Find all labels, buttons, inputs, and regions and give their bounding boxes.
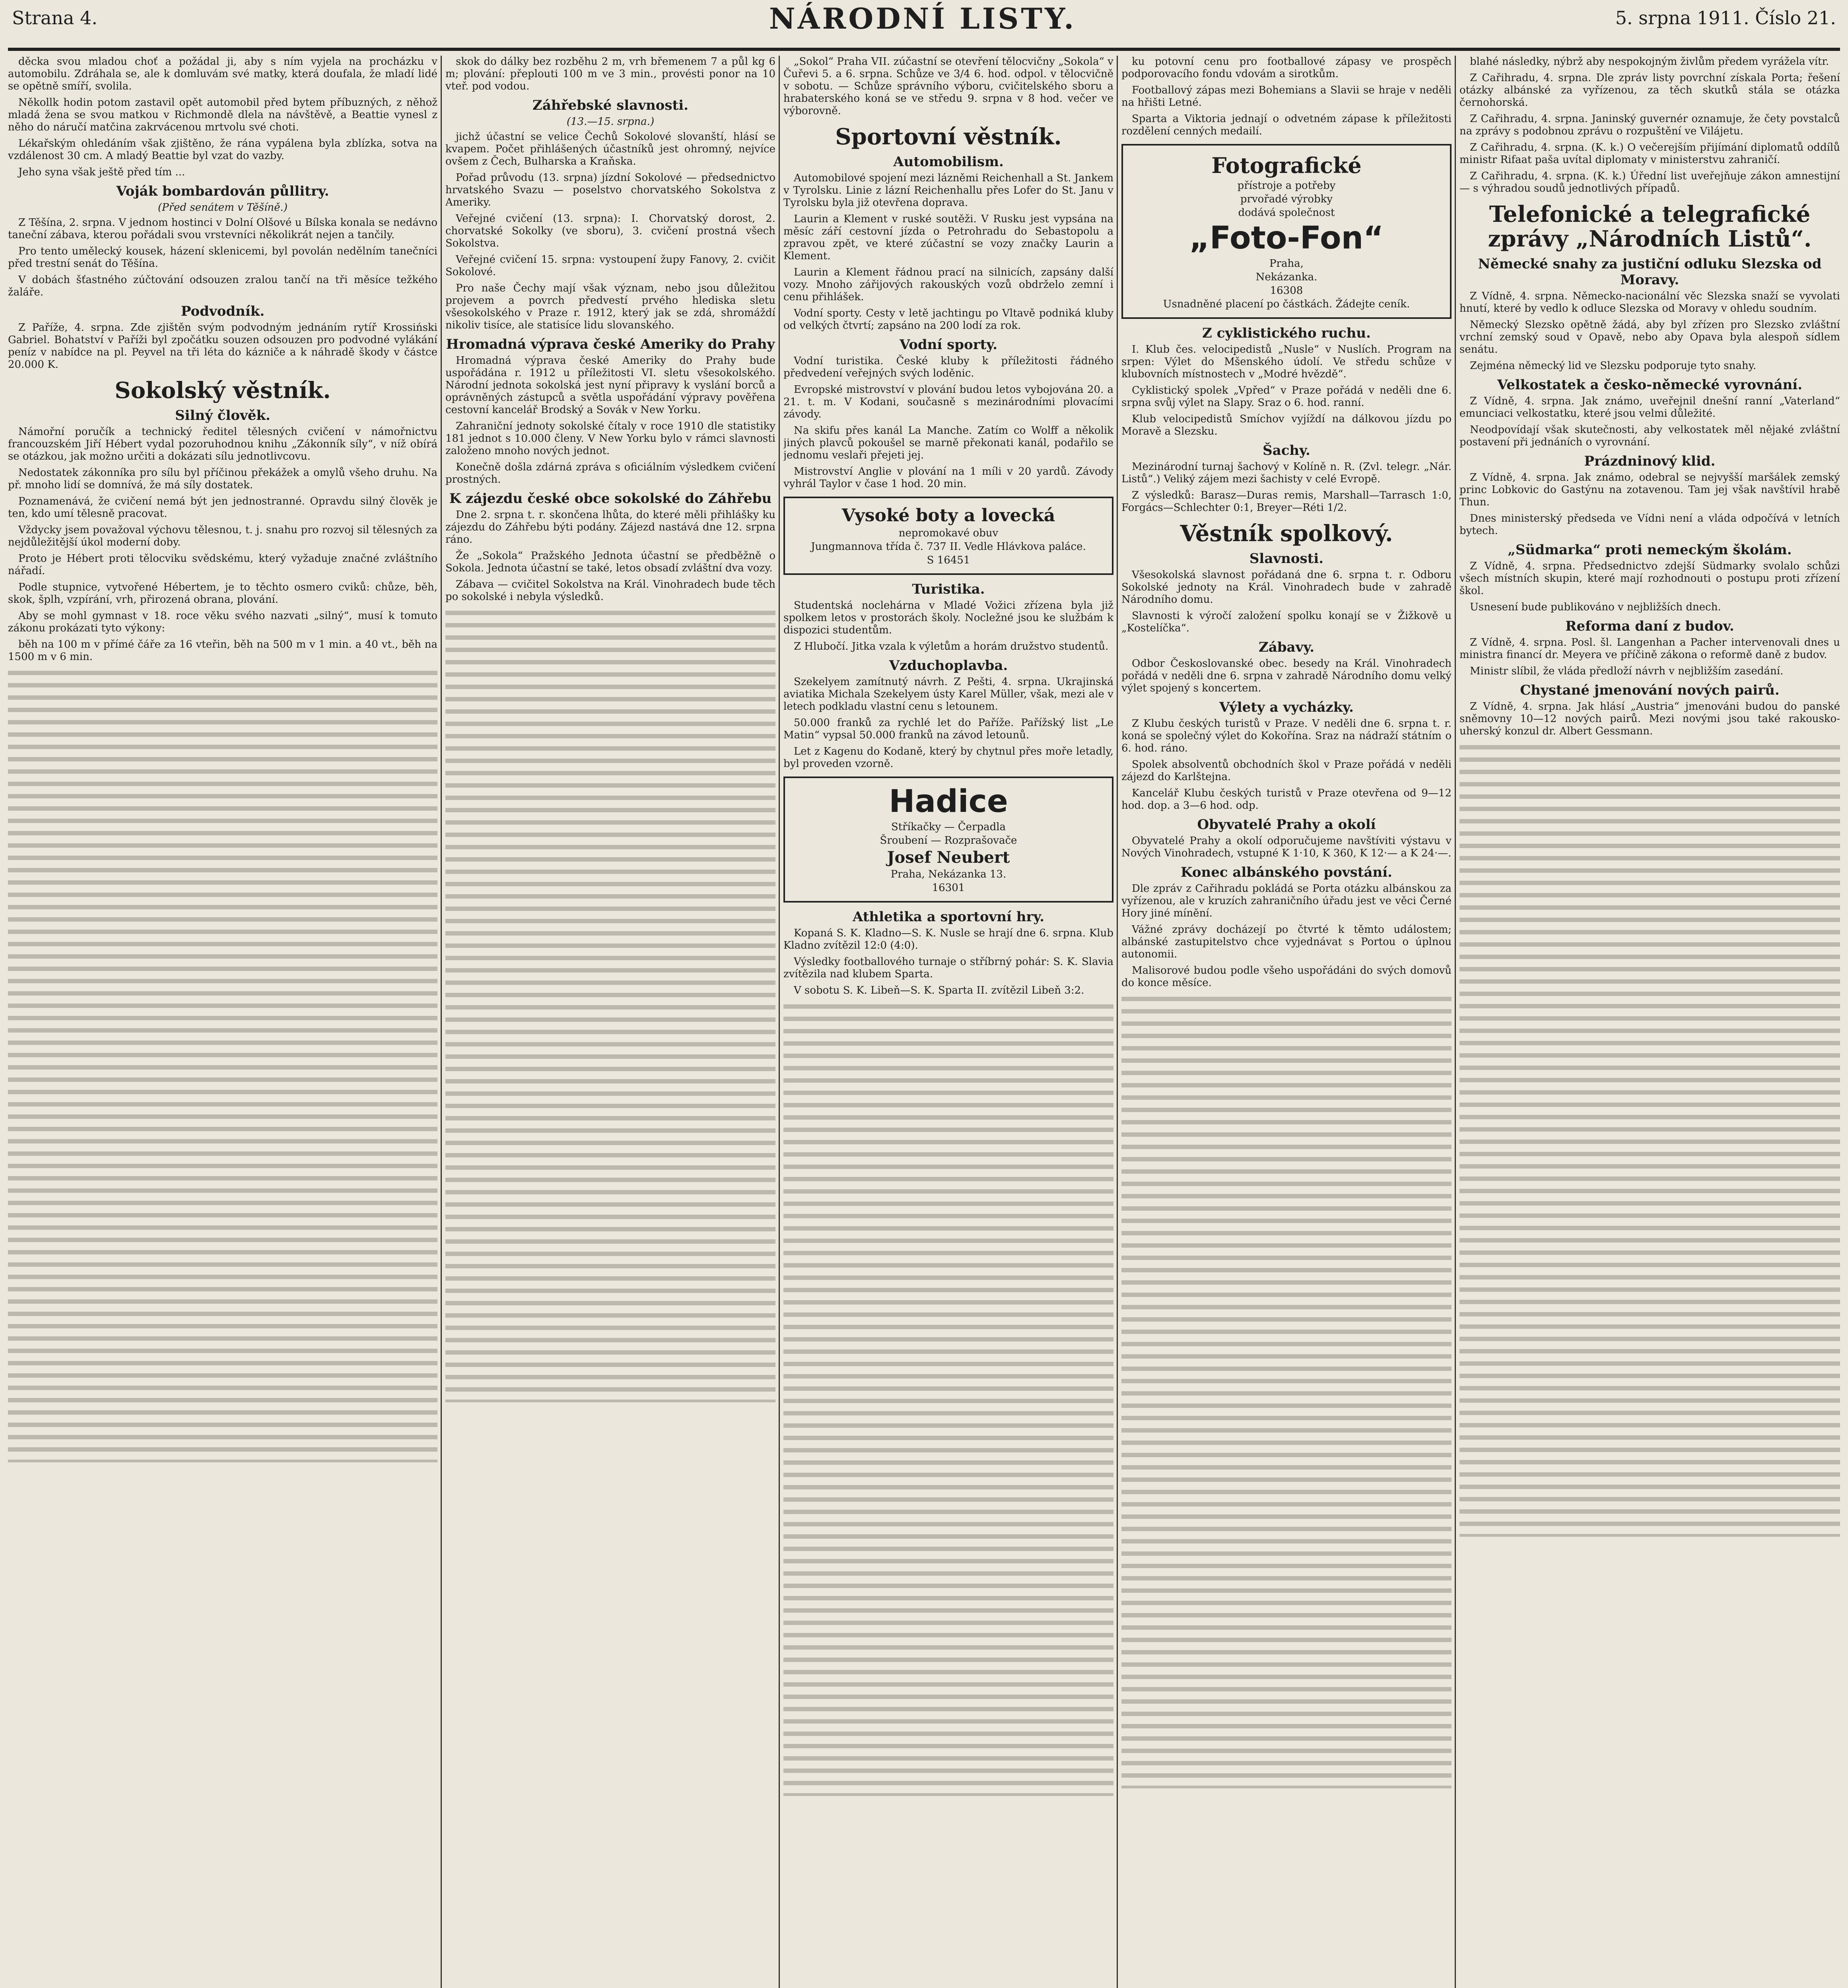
paragraph: Z Hlubočí. Jitka vzala k výletům a horám družstvo studentů. xyxy=(794,641,1109,652)
section-heading: Věstník spolkový. xyxy=(1180,520,1393,547)
column-divider xyxy=(1117,56,1118,1988)
column-5 xyxy=(1459,56,1840,1988)
paragraph: Na skifu přes kanál La Manche. Zatím co Wolff a několik jiných plavců pokoušel se marně překonati kanál, podařilo se jednomu veslaři přejeti jej. xyxy=(783,425,1113,461)
article-heading: Automobilism. xyxy=(893,154,1004,170)
article-heading: Z cyklistického ruchu. xyxy=(1202,325,1371,341)
article-heading: Silný člověk. xyxy=(175,408,270,423)
paragraph: Pro naše Čechy mají však význam, nebo jsou důležitou projevem a povrch předvestí prvého hlediska sletu všesokolského v Praze r. 1912, který jak se zdá, shromáždí nikoliv tisíce, ale statisíce lidu slovanského. xyxy=(445,282,775,331)
paragraph: Z Vídně, 4. srpna. Německo-nacionální věc Slezska snaží se vyvolati hnutí, které by vedlo k odluce Slezska od Moravy v ohledu soudním. xyxy=(1459,290,1840,315)
article-heading: Vzduchoplavba. xyxy=(889,658,1008,674)
page-number: Strana 4. xyxy=(12,7,97,29)
ad-text: Jungmannova třída č. 737 II. Vedle Hlávkova paláce. xyxy=(811,541,1086,553)
column-4 xyxy=(1121,56,1452,1988)
paragraph: Sparta a Viktoria jednají o odvetném zápase k příležitosti rozdělení cenných medailí. xyxy=(1121,113,1452,137)
text-block xyxy=(1121,993,1452,1788)
paragraph: blahé následky, nýbrž aby nespokojným živlům předem vyrážela vítr. xyxy=(1470,56,1829,68)
article-heading: „Südmarka“ proti nemeckým školám. xyxy=(1508,542,1792,558)
paragraph: Pro tento umělecký kousek, házení sklenicemi, byl povolán nedělním tanečníci před trestní senát do Těšína. xyxy=(8,245,437,270)
ad-text: přístroje a potřeby xyxy=(1237,180,1336,192)
paragraph: ku potovní cenu pro footballové zápasy ve prospěch podporovacího fondu vdovám a sirotkům. xyxy=(1121,56,1452,80)
paragraph: Veřejné cvičení 15. srpna: vystoupení župy Fanovy, 2. cvičit Sokolové. xyxy=(445,254,775,278)
paragraph: Veřejné cvičení (13. srpna): I. Chorvatský dorost, 2. chorvatské Sokolky (ve sboru), 3. cvičení prostná všech Sokolstva. xyxy=(445,213,775,249)
paragraph: Vážné zprávy docházejí po čtvrté k těmto událostem; albánské zastupitelstvo chce vyjednávat s Portou o úplnou autonomii. xyxy=(1121,924,1452,960)
section-heading: Telefonické a telegrafické zprávy „Národních Listů“. xyxy=(1488,201,1812,252)
advertisement-hoses xyxy=(783,777,1113,903)
ad-maker: Josef Neubert xyxy=(887,848,1010,867)
paragraph: Dnes ministerský předseda ve Vídni není a vláda odpočívá v letních bytech. xyxy=(1459,513,1840,537)
paragraph: Usnesení bude publikováno v nejbližších dnech. xyxy=(1470,601,1721,613)
article-heading: Hromadná výprava české Ameriky do Prahy xyxy=(446,336,775,352)
ad-code: 16308 xyxy=(1270,285,1303,297)
paragraph: Německý Slezsko opětně žádá, aby byl zřízen pro Slezsko zvláštní vrchní zemský soud v Opavě, nebo aby Opava byla alespoň sídlem senátu. xyxy=(1459,319,1840,355)
paragraph: Z Paříže, 4. srpna. Zde zjištěn svým podvodným jednáním rytíř Krossiński Gabriel. Bohatství v Paříži byl zpočátku souzen odsouzen pro podvodné vylákání peníz v nabídce na pl. Peyvel na tři léta do kázniče a k náhradě škody v částce 20.000 K. xyxy=(8,322,437,371)
paragraph: Mezinárodní turnaj šachový v Kolíně n. R. (Zvl. telegr. „Nár. Listů“.) Veliký zájem mezi šachisty v celé Evropě. xyxy=(1121,461,1452,485)
paragraph: Spolek absolventů obchodních škol v Praze pořádá v neděli zájezd do Karlštejna. xyxy=(1121,759,1452,783)
masthead-rule xyxy=(8,48,1840,51)
paragraph: Konečně došla zdárná zpráva s oficiálním výsledkem cvičení prostných. xyxy=(445,461,775,485)
paragraph: Z Cařihradu, 4. srpna. (K. k.) Úřední list uveřejňuje zákon amnestijní — s výhradou soudů jednotlivých případů. xyxy=(1459,170,1840,194)
paragraph: Z Cařihradu, 4. srpna. Janinský guvernér oznamuje, že čety povstalců na zprávy s podobnou zprávu o rozpuštění ve Vilájetu. xyxy=(1459,113,1840,137)
article-subheading: (Před senátem v Těšíně.) xyxy=(158,202,288,214)
article-heading: Vodní sporty. xyxy=(899,337,998,353)
column-divider xyxy=(1455,56,1456,1988)
paragraph: Mistrovství Anglie v plování na 1 míli v 20 yardů. Závody vyhrál Taylor v čase 1 hod. 20 min. xyxy=(783,466,1113,490)
article-heading: Šachy. xyxy=(1263,443,1310,458)
paragraph: Z Těšína, 2. srpna. V jednom hostinci v Dolní Olšové u Bílska konala se nedávno taneční zábava, kterou pořádali svou vrstevníci několikrát nejen a tančily. xyxy=(8,217,437,241)
article-heading: Reforma daní z budov. xyxy=(1565,618,1734,634)
article-heading: Turistika. xyxy=(912,581,985,597)
article-heading: Německé snahy za justiční odluku Slezska od Moravy. xyxy=(1478,256,1822,288)
paragraph: Kancelář Klubu českých turistů v Praze otevřena od 9—12 hod. dop. a 3—6 hod. odp. xyxy=(1121,787,1452,812)
paragraph: „Sokol“ Praha VII. zúčastní se otevření tělocvičny „Sokola“ v Čuřevi 5. a 6. srpna. Schůze ve 3/4 6. hod. odpol. v tělocvičně v sobotu. — Schůze správního výboru, cvičitelského sboru a hrabaterského koná se ve středu 9. srpna v 8 hod. večer ve výborovně. xyxy=(783,56,1113,117)
paragraph: Z Vídně, 4. srpna. Jak známo, uveřejnil dnešní ranní „Vaterland“ emunciaci velkostatku, které jsou velmi důležité. xyxy=(1459,395,1840,419)
column-2 xyxy=(445,56,775,1988)
paragraph: Zahraniční jednoty sokolské čítaly v roce 1910 dle statistiky 181 jednot s 10.000 členy. V New Yorku bylo v rámci slavnosti založeno mnoho nových jednot. xyxy=(445,420,775,457)
paragraph: Laurin a Klement řádnou prací na silnicích, zapsány další vozy. Mnoho zářijových rakouských vozů obdrželo zemní i cenu přihlášek. xyxy=(783,266,1113,303)
article-heading: Obyvatelé Prahy a okolí xyxy=(1197,817,1376,833)
date-text: 5. srpna 1911. xyxy=(1615,7,1749,29)
paragraph: Odbor Českoslovanské obec. besedy na Král. Vinohradech pořádá v neděli dne 6. srpna v zahradě Národního domu velký výlet spojený s koncertem. xyxy=(1121,658,1452,694)
paragraph: Evropské mistrovství v plování budou letos vybojována 20. a 21. t. m. V Kodani, současně s mezinárodními plovacími závody. xyxy=(783,384,1113,420)
ad-city: Praha, xyxy=(1269,258,1304,270)
paragraph: Aby se mohl gymnast v 18. roce věku svého nazvati „silný“, musí k tomuto zákonu prokázati tyto výkony: xyxy=(8,610,437,634)
paragraph: Podle stupnice, vytvořené Hébertem, je to těchto osmero cviků: chůze, běh, skok, šplh, vzpírání, vrh, přirozená obrana, plování. xyxy=(8,581,437,606)
article-heading: Podvodník. xyxy=(181,303,265,319)
paragraph: Z výsledků: Barasz—Duras remis, Marshall—Tarrasch 1:0, Forgács—Schlechter 0:1, Breyer—Réti 1/2. xyxy=(1121,489,1452,514)
ad-code: 16301 xyxy=(932,882,965,894)
paragraph: Cyklistický spolek „Vpřed“ v Praze pořádá v neděli dne 6. srpna svůj výlet na Slapy. Sraz o 6. hod. ranní. xyxy=(1121,384,1452,409)
advertisement-foto xyxy=(1121,144,1452,319)
ad-brand: Hadice xyxy=(889,784,1008,819)
paragraph: Kopaná S. K. Kladno—S. K. Nusle se hrají dne 6. srpna. Klub Kladno zvítězil 12:0 (4:0). xyxy=(783,927,1113,951)
ad-address: Praha, Nekázanka 13. xyxy=(890,868,1007,880)
paragraph: Vodní sporty. Cesty v letě jachtingu po Vltavě podniká kluby od velkých čtvrtí; zapsáno na 200 lodí za rok. xyxy=(783,307,1113,332)
paragraph: Zábava — cvičitel Sokolstva na Král. Vinohradech bude těch po sokolské i nebyla výsledků. xyxy=(445,579,775,603)
article-heading: Výlety a vycházky. xyxy=(1219,699,1354,715)
paragraph: Někollk hodin potom zastavil opět automobil před bytem příbuzných, z něhož mladá žena se svou matkou v Richmondě dlela na návštěvě, a Beattie vynesl z něho do náručí matčina zakrvácenou mrtvolu své choti. xyxy=(8,97,437,133)
paragraph: Obyvatelé Prahy a okolí odporučujeme navštíviti výstavu v Nových Vinohradech, vstupné K 1·10, K 360, K 12·— a K 24·—. xyxy=(1121,835,1452,859)
paragraph: děcka svou mladou choť a požádal ji, aby s ním vyjela na procházku v automobilu. Zdráhala se, ale k domluvám své matky, která doufala, že mladí lidé se opětně smíří, svolila. xyxy=(8,56,437,92)
masthead xyxy=(8,0,1840,48)
paragraph: Vodní turistika. České kluby k příležitosti řádného předvedení veřejných svých loděnic. xyxy=(783,355,1113,379)
paragraph: I. Klub čes. velocipedistů „Nusle“ v Nuslích. Program na srpen: Výlet do Mšenského údolí. Ve středu schůze v klubovních místnostech v „Modré hvězdě“. xyxy=(1121,344,1452,380)
paragraph: Let z Kagenu do Kodaně, který by chytnul přes moře letadly, byl proveden vzorně. xyxy=(783,746,1113,770)
article-heading: K zájezdu české obce sokolské do Záhřebu xyxy=(449,491,772,507)
paragraph: Z Cařihradu, 4. srpna. Dle zpráv listy povrchní získala Porta; řešení otázky albánské za vyřízenou, za těch skutků stála se otázka černohorská. xyxy=(1459,72,1840,109)
ad-street: Nekázanka. xyxy=(1255,271,1318,283)
paragraph: Footballový zápas mezi Bohemians a Slavii se hraje v neděli na hřišti Letné. xyxy=(1121,84,1452,109)
column-1 xyxy=(8,56,437,1988)
paragraph: Z Vídně, 4. srpna. Jak hlásí „Austria“ jmenováni budou do panské sněmovny 10—12 nových pairů. Mezi novými jsou také rakousko-uherský konzul dr. Albert Gessmann. xyxy=(1459,701,1840,737)
newspaper-title: NÁRODNÍ LISTY. xyxy=(769,2,1077,35)
ad-text: prvořadé výrobky xyxy=(1240,193,1333,205)
text-block xyxy=(1459,742,1840,1537)
paragraph: Z Vídně, 4. srpna. Jak známo, odebral se nejvyšší maršálek zemský princ Lobkovic do Gastýnu na zotavenou. Tam jej však navštívil hrabě Thun. xyxy=(1459,472,1840,508)
article-heading: Slavnosti. xyxy=(1249,551,1324,567)
paragraph: Všesokolská slavnost pořádaná dne 6. srpna t. r. Odboru Sokolské jednoty na Král. Vinohradech bude v zahradě Národního domu. xyxy=(1121,569,1452,606)
paragraph: Hromadná výprava české Ameriky do Prahy bude uspořádána r. 1912 u příležitosti VI. sletu všesokolského. Národní jednota sokolská jest nyní připravy k vyslání borců a oprávněných zástupců a světla uspořádání výpravy pověřena cestovní kancelář Brodský a Sovák v New Yorku. xyxy=(445,355,775,416)
paragraph: běh na 100 m v přímé čáře za 16 vteřin, běh na 500 m v 1 min. a 40 vt., běh na 1500 m v 6 min. xyxy=(8,639,437,663)
article-heading: Konec albánského povstání. xyxy=(1181,864,1392,880)
section-heading: Sportovní věstník. xyxy=(835,124,1062,150)
paragraph: Lékařským ohledáním však zjištěno, že rána vypálena byla zblízka, sotva na vzdálenost 30 cm. A mladý Beattie byl vzat do vazby. xyxy=(8,138,437,162)
issue-date xyxy=(1615,7,1836,29)
paragraph: Szekelyem zamítnutý návrh. Z Pešti, 4. srpna. Ukrajinská aviatika Michala Szekelyem ústy Karel Müller, však, mezi ale v letech podkladu vlastní cenu s letounem. xyxy=(783,676,1113,712)
paragraph: Z Klubu českých turistů v Praze. V neděli dne 6. srpna t. r. koná se společný výlet do Kokořína. Sraz na nádraží státním o 6. hod. ráno. xyxy=(1121,718,1452,754)
paragraph: Dle zpráv z Cařihradu pokládá se Porta otázku albánskou za vyřízenou, ale v kruzích zahraničního úřadu jest ve věci Černé Hory jiné mínění. xyxy=(1121,883,1452,919)
article-heading: Chystané jmenování nových pairů. xyxy=(1520,682,1780,698)
paragraph: Proto je Hébert proti tělocviku svědskému, který vyžaduje značné zvláštního nářadí. xyxy=(8,553,437,577)
paragraph: Jeho syna však ještě před tím ... xyxy=(18,166,185,178)
text-block xyxy=(8,667,437,1462)
paragraph: V dobách šťastného zúčtování odsouzen zralou tančí na tři měsíce težkého žaláře. xyxy=(8,274,437,298)
ad-title: Vysoké boty a lovecká xyxy=(841,505,1055,526)
column-3 xyxy=(783,56,1113,1988)
paragraph: Z Cařihradu, 4. srpna. (K. k.) O večerejším přijímání diplomatů oddílů ministr Rifaat paša uvítal diplomaty v ministerstvu zahraničí. xyxy=(1459,142,1840,166)
paragraph: Nedostatek zákonníka pro sílu byl příčinou překážek a omylů všeho druhu. Na př. mnoho lidí se domnívá, že má síly dostatek. xyxy=(8,467,437,491)
paragraph: Neodpovídají však skutečnosti, aby velkostatek měl nějaké zvláštní postavení při jednáních o vyrovnání. xyxy=(1459,424,1840,448)
issue-number: Číslo 21. xyxy=(1755,7,1836,29)
paragraph: Ministr slíbil, že vláda předloží návrh v nejbližším zasedání. xyxy=(1470,665,1784,677)
paragraph: Že „Sokola“ Pražského Jednota účastní se předběžně o Sokola. Jednota účastní se také, letos obsadí zvláštní dva vozy. xyxy=(445,550,775,574)
paragraph: Slavnosti k výročí založení spolku konají se v Žižkově u „Kostelíčka“. xyxy=(1121,610,1452,634)
ad-text: Šroubení — Rozprašovače xyxy=(880,835,1017,846)
paragraph: Studentská noclehárna v Mladé Vožici zřízena byla již spolkem letos v prostorách školy. Nocležné jsou ke službám k dispozici studentům. xyxy=(783,600,1113,636)
section-heading: Sokolský věstník. xyxy=(115,377,331,404)
paragraph: Klub velocipedistů Smíchov vyjíždí na dálkovou jízdu po Moravě a Slezsku. xyxy=(1121,413,1452,437)
paragraph: jichž účastní se velice Čechů Sokolové slovanští, hlásí se kvapem. Počet přihlášených účastníků jest ohromný, nejvíce ovšem z Čech, Bulharska a Kraňska. xyxy=(445,131,775,167)
paragraph: Námořní poručík a technický ředitel tělesných cvičení v námořnictvu francouzském Jiří Hébert vydal pozoruhodnou knihu „Zákonník síly“, v níž obírá se otázkou, jak možno určiti a dokázati sílu jednotlivcovu. xyxy=(8,426,437,462)
paragraph: Pořad průvodu (13. srpna) jízdní Sokolové — předsednictvo hrvatského Svazu — poselstvo chorvatského Sokolstva z Ameriky. xyxy=(445,172,775,208)
article-heading: Athletika a sportovní hry. xyxy=(852,909,1045,925)
paragraph: skok do dálky bez rozběhu 2 m, vrh břemenem 7 a půl kg 6 m; plování: přeplouti 100 m ve 3 min., provésti ponor na 10 vteř. pod vodou. xyxy=(445,56,775,92)
paragraph: 50.000 franků za rychlé let do Paříže. Pařížský list „Le Matin“ vypsal 50.000 franků na závod letounů. xyxy=(783,717,1113,741)
ad-code: S 16451 xyxy=(927,554,970,566)
paragraph: Dne 2. srpna t. r. skončena lhůta, do které měli přihlášky ku zájezdu do Záhřebu býti podány. Zájezd nastává dne 12. srpna ráno. xyxy=(445,509,775,546)
article-heading: Zábavy. xyxy=(1258,639,1315,655)
ad-note: Usnadněné placení po částkách. Žádejte ceník. xyxy=(1163,298,1410,310)
paragraph: V sobotu S. K. Libeň—S. K. Sparta II. zvítězil Libeň 3:2. xyxy=(794,984,1084,996)
column-divider xyxy=(441,56,442,1988)
article-subheading: (13.—15. srpna.) xyxy=(566,116,655,128)
paragraph: Zejména německý lid ve Slezsku podporuje tyto snahy. xyxy=(1470,360,1757,372)
paragraph: Z Vídně, 4. srpna. Posl. šl. Langenhan a Pacher intervenovali dnes u ministra financí dr. Meyera ve příčině zákona o reformě daně z budov. xyxy=(1459,637,1840,661)
ad-text: dodává společnost xyxy=(1238,207,1335,219)
paragraph: Automobilové spojení mezi lázněmi Reichenhall a St. Jankem v Tyrolsku. Linie z lázní Reichenhallu přes Lofer do St. Janu v Tyrolsku byla již otevřena doprava. xyxy=(783,172,1113,209)
paragraph: Výsledky footballového turnaje o stříbrný pohár: S. K. Slavia zvítězila nad klubem Sparta. xyxy=(783,956,1113,980)
advertisement-shoes xyxy=(783,497,1113,575)
paragraph: Z Vídně, 4. srpna. Předsednictvo zdejší Südmarky svolalo schůzi všech místních skupin, které mají rozhodnouti o postupu proti zřízení škol. xyxy=(1459,560,1840,597)
column-divider xyxy=(779,56,780,1988)
ad-text: nepromokavé obuv xyxy=(898,527,999,539)
text-block xyxy=(445,607,775,1402)
article-heading: Velkostatek a česko-německé vyrovnání. xyxy=(1497,377,1803,393)
article-heading: Záhřebské slavnosti. xyxy=(532,97,688,113)
text-block xyxy=(783,1001,1113,1796)
ad-text: Stříkačky — Čerpadla xyxy=(891,821,1006,833)
article-heading: Voják bombardován půllitry. xyxy=(116,183,329,199)
paragraph: Poznamenává, že cvičení nemá být jen jednostranné. Opravdu silný člověk je ten, kdo umí tělesně pracovat. xyxy=(8,495,437,520)
paragraph: Vždycky jsem považoval výchovu tělesnou, t. j. snahu pro rozvoj sil tělesných za nejdůležitější úkol moderní doby. xyxy=(8,524,437,548)
paragraph: Laurin a Klement v ruské soutěži. V Rusku jest vypsána na měsíc září cestovní jízda o Petrohradu do Sebastopolu a zpravou zpět, ve které zúčastní se vozy značky Laurin a Klement. xyxy=(783,213,1113,262)
paragraph: Malisorové budou podle všeho uspořádáni do svých domovů do konce měsíce. xyxy=(1121,965,1452,989)
ad-brand: Fotografické xyxy=(1211,153,1362,178)
ad-name: „Foto-Fon“ xyxy=(1189,220,1384,256)
article-heading: Prázdninový klid. xyxy=(1584,453,1716,469)
